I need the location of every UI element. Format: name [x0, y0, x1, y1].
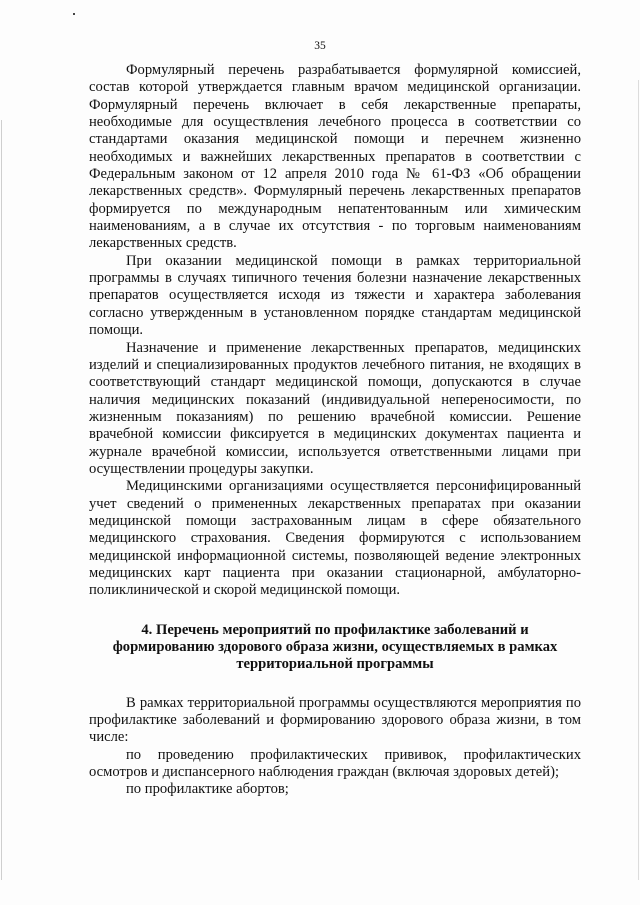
- paragraph-prescribing-standard: При оказании медицинской помощи в рамках территориальной программы в случаях типичного течения болезни назначение лекарственных препаратов осуществляется исходя из тяжести и характера заболевания согласно утвержденным в установленном порядке стандартам медицинской помощи.: [89, 252, 581, 339]
- list-item-vaccinations: по проведению профилактических прививок, профилактических осмотров и диспансерного наблюдения граждан (включая здоровых детей);: [89, 746, 581, 781]
- list-item-abortion-prevention: по профилактике абортов;: [126, 781, 289, 798]
- paragraph-formulary-list: Формулярный перечень разрабатывается формулярной комиссией, состав которой утверждается главным врачом медицинской организации. Формулярный перечень включает в себя лекарственные препараты, необходимые для осуществления лечебного процесса в соответствии со стандартами оказания медицинской помощи и перечнем жизненно необходимых и важнейших лекарственных препаратов в соответствии с Федеральным законом от 12 апреля 2010 года № 61-ФЗ «Об обращении лекарственных средств». Формулярный перечень лекарственных препаратов формируется по международным непатентованным или химическим наименованиям, а в случае их отсутствия - по торговым наименованиям лекарственных средств.: [89, 62, 581, 252]
- document-body: [89, 62, 581, 799]
- section-heading: 4. Перечень мероприятий по профилактике заболеваний и формированию здорового образа жизни, осуществляемых в рамках территориальной программы: [112, 621, 558, 673]
- page-number: 35: [314, 40, 326, 52]
- paragraph-prevention-intro: В рамках территориальной программы осуществляются мероприятия по профилактике заболеваний и формированию здорового образа жизни, в том числе:: [89, 694, 581, 746]
- paragraph-personalized-accounting: Медицинскими организациями осуществляется персонифицированный учет сведений о примененных лекарственных препаратах при оказании медицинской помощи застрахованным лицам в сфере обязательного медицинского страхования. Сведения формируются с использованием медицинской информационной системы, позволяющей ведение электронных медицинских карт пациента при оказании стационарной, амбулаторно-поликлинической и скорой медицинской помощи.: [89, 478, 581, 599]
- scan-edge-right: [638, 80, 639, 880]
- scan-edge-left: [1, 120, 2, 880]
- scan-speck: [73, 13, 75, 15]
- paragraph-off-standard-prescribing: Назначение и применение лекарственных препаратов, медицинских изделий и специализированных продуктов лечебного питания, не входящих в соответствующий стандарт медицинской помощи, допускаются в случае наличия медицинских показаний (индивидуальной непереносимости, по жизненным показаниям) по решению врачебной комиссии. Решение врачебной комиссии фиксируется в медицинских документах пациента и журнале врачебной комиссии, используется ответственными лицами при осуществлении процедуры закупки.: [89, 339, 581, 477]
